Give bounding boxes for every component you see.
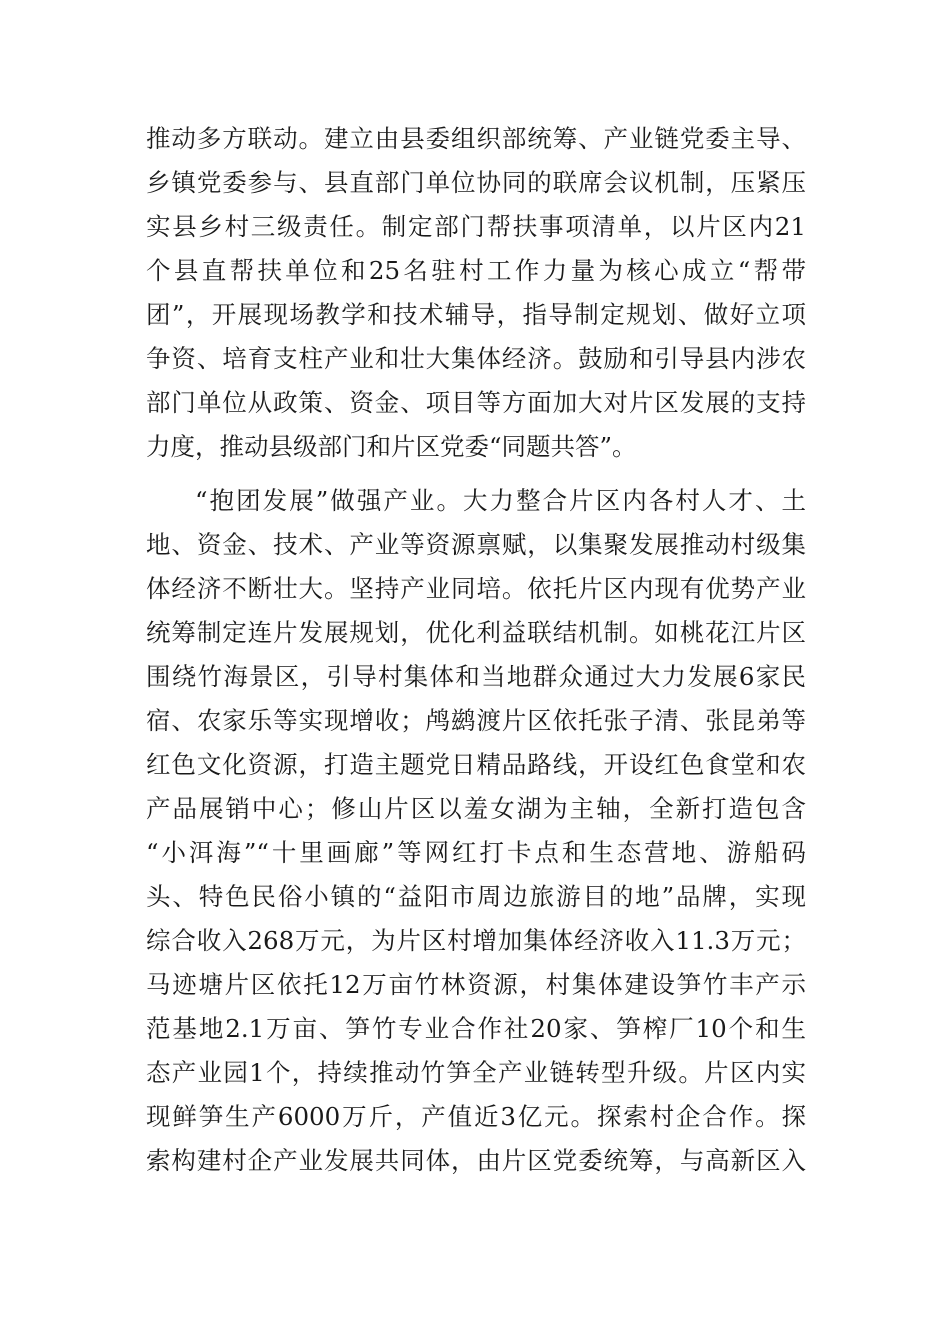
text-line: 团”，开展现场教学和技术辅导，指导制定规划、做好立项 (146, 300, 806, 329)
text-line: 争资、培育支柱产业和壮大集体经济。鼓励和引导县内涉农 (146, 344, 806, 373)
text-line: 实县乡村三级责任。制定部门帮扶事项清单，以片区内21 (146, 212, 806, 241)
text-line: 乡镇党委参与、县直部门单位协同的联席会议机制，压紧压 (146, 168, 806, 197)
text-line: 索构建村企产业发展共同体，由片区党委统筹，与高新区入 (146, 1146, 806, 1175)
paragraph-heading-line: “抱团发展”做强产业。大力整合片区内各村人才、土 (195, 486, 806, 515)
text-line: 宿、农家乐等实现增收；鸬鹚渡片区依托张子清、张昆弟等 (146, 706, 806, 735)
text-line: 地、资金、技术、产业等资源禀赋，以集聚发展推动村级集 (146, 530, 806, 559)
text-line: 推动多方联动。建立由县委组织部统筹、产业链党委主导、 (146, 124, 806, 153)
text-line: 范基地2.1万亩、笋竹专业合作社20家、笋榨厂10个和生 (146, 1014, 806, 1043)
text-line: 个县直帮扶单位和25名驻村工作力量为核心成立“帮带 (146, 256, 806, 285)
text-line: 围绕竹海景区，引导村集体和当地群众通过大力发展6家民 (146, 662, 806, 691)
text-line: “小洱海”“十里画廊”等网红打卡点和生态营地、游船码 (146, 838, 806, 867)
text-line: 马迹塘片区依托12万亩竹林资源，村集体建设笋竹丰产示 (146, 970, 806, 999)
text-line: 统筹制定连片发展规划，优化利益联结机制。如桃花江片区 (146, 618, 806, 647)
text-line: 综合收入268万元，为片区村增加集体经济收入11.3万元； (146, 926, 806, 955)
text-line: 红色文化资源，打造主题党日精品路线，开设红色食堂和农 (146, 750, 806, 779)
text-line: 现鲜笋生产6000万斤，产值近3亿元。探索村企合作。探 (146, 1102, 806, 1131)
text-line: 体经济不断壮大。坚持产业同培。依托片区内现有优势产业 (146, 574, 806, 603)
text-line: 态产业园1个，持续推动竹笋全产业链转型升级。片区内实 (146, 1058, 806, 1087)
text-line: 部门单位从政策、资金、项目等方面加大对片区发展的支持 (146, 388, 806, 417)
text-line: 产品展销中心；修山片区以羞女湖为主轴，全新打造包含 (146, 794, 806, 823)
text-line: 力度，推动县级部门和片区党委“同题共答”。 (146, 432, 637, 461)
text-line: 头、特色民俗小镇的“益阳市周边旅游目的地”品牌，实现 (146, 882, 806, 911)
